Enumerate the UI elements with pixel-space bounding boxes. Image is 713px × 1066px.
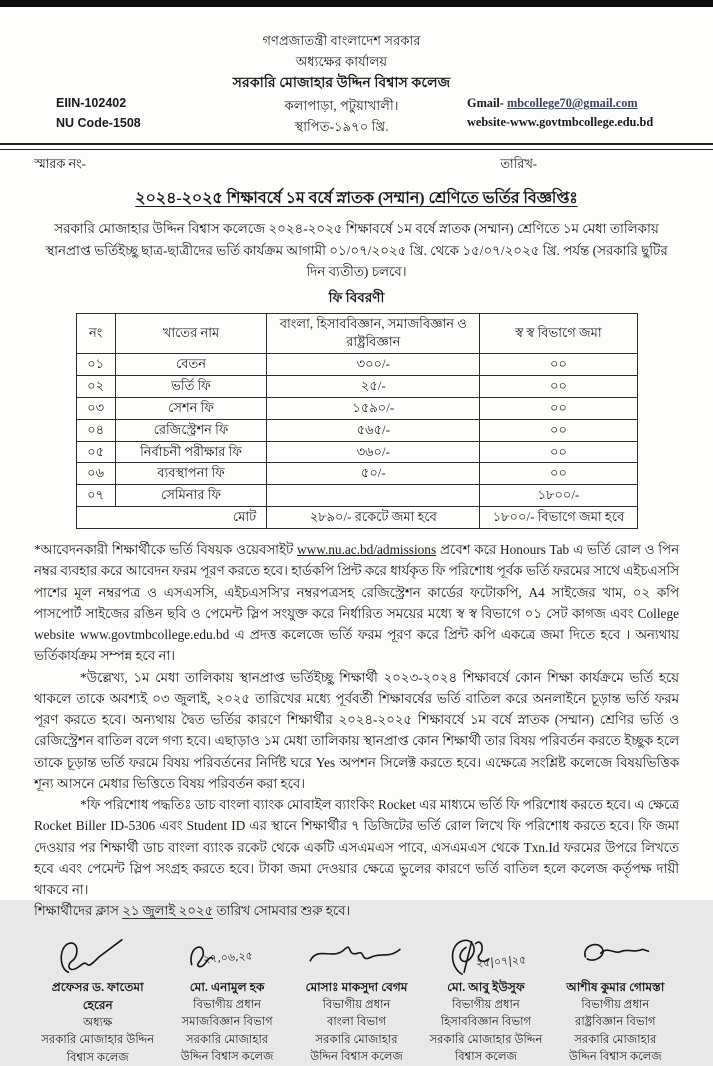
cell-amount: ৩৬০/- — [267, 441, 480, 463]
gmail-label: Gmail- — [467, 96, 504, 111]
signatory-role: বিভাগীয় প্রধান — [451, 997, 520, 1011]
fee-table — [76, 313, 638, 529]
cell-name: ব্যবস্থাপনা ফি — [115, 463, 266, 485]
memo-number-label: স্মারক নং- — [34, 157, 86, 172]
header-divider — [0, 143, 713, 150]
cell-no: ০৬ — [76, 463, 115, 485]
table-row — [76, 419, 637, 441]
table-row — [76, 397, 637, 419]
table-row — [76, 354, 637, 376]
signatory-name: মো. আবু ইউসুফ — [447, 979, 525, 994]
p1-text-a: *আবেদনকারী শিক্ষার্থীকে ভর্তি বিষয়ক ওয়েবসাইট — [34, 541, 298, 557]
signature-block — [36, 936, 677, 1066]
college-name: সরকারি মোজাহার উদ্দিন বিশ্বাস কলেজ — [232, 75, 451, 92]
cell-dept: ০০ — [480, 463, 637, 485]
date-label: তারিখ- — [500, 157, 537, 172]
signatory-org2: উদ্দিন বিশ্বাস কলেজ — [180, 1050, 274, 1064]
signatory-org2: বিশ্বাস কলেজ — [454, 1050, 517, 1064]
total-label: মোট — [76, 507, 267, 529]
gmail-link[interactable]: mbcollege70@gmail.com — [506, 96, 638, 111]
cell-name: বেতন — [115, 354, 266, 376]
paragraph-payment: *ফি পরিশোধ পদ্ধতিঃ ডাচ বাংলা ব্যাংক মোবাইল ব্যাংকিং Rocket এর মাধ্যমে ভর্তি ফি পরিশোধ করতে হবে। এ ক্ষেত্রে Rocket Biller ID-5306 এবং Student ID এর স্থানে শিক্ষার্থীর ৭ ডিজিটের ভর্তি রোল লিখে ফি পরিশোধ করতে হবে। ফি জমা দেওয়ার পর শিক্ষার্থী ডাচ বাংলা ব্যাংক রকেট থেকে একটি এসএমএস পাবে, এসএমএস থেকে Txn.Id ফরমের উপরে লিখতে হবে এবং পেমেন্ট স্লিপ সংগ্রহ করতে হবে। টাকা জমা দেওয়ার ক্ষেত্রে ভুলের কারণে ভর্তি বাতিল হলে কলেজ কর্তৃপক্ষ দায়ী থাকবে না। — [34, 797, 679, 898]
class-start-line — [34, 900, 679, 921]
memo-date-row — [34, 155, 679, 176]
signatory-org: সরকারি মোজাহার — [315, 1032, 398, 1046]
table-total-row — [76, 507, 637, 529]
signature-bangla — [295, 936, 418, 1066]
signatory-org: সরকারি মোজাহার — [574, 1032, 657, 1046]
fee-table-title: ফি বিবরণী — [328, 289, 385, 305]
signatory-name: মোসাঃ মাকসুদা বেগম — [305, 979, 408, 994]
col-header-name: খাতের নাম — [115, 313, 266, 354]
class-line-post: তারিখ সোমবার শুরু হবে। — [213, 903, 351, 919]
signature-political-science — [554, 936, 677, 1066]
nu-code: NU Code-1508 — [56, 115, 141, 130]
letterhead-contacts — [467, 94, 679, 137]
signatory-org: সরকারি মোজাহার উদ্দিন — [429, 1032, 543, 1046]
signature-squiggle — [302, 936, 412, 978]
scan-edge-artifact — [0, 0, 713, 7]
office-line: অধ্যক্ষের কার্যালয় — [295, 54, 388, 70]
letterhead — [34, 30, 679, 137]
cell-amount — [267, 485, 480, 507]
signatory-role: বিভাগীয় প্রধান — [322, 997, 391, 1011]
cell-no: ০৫ — [76, 441, 115, 463]
signature-social-science — [165, 936, 288, 1066]
cell-amount: ৩০০/- — [267, 354, 480, 376]
total-amount: ২৮৯০/- রকেটে জমা হবে — [267, 507, 480, 529]
cell-name: রেজিস্ট্রেশন ফি — [115, 419, 266, 441]
cell-name: ভর্তি ফি — [115, 376, 266, 398]
class-start-date: ২১ জুলাই ২০২৫ — [122, 903, 214, 919]
table-row — [76, 463, 637, 485]
handwritten-date: ২৫|০৭|২৫ — [475, 953, 527, 970]
cell-dept: ০০ — [480, 354, 637, 376]
cell-dept: ১৮০০/- — [480, 485, 637, 507]
table-row — [76, 441, 637, 463]
cell-no: ০৩ — [76, 397, 115, 419]
cell-amount: ৫৬৫/- — [267, 419, 480, 441]
cell-amount: ২৫/- — [267, 376, 480, 398]
letterhead-codes — [34, 94, 216, 137]
signatory-role: বিভাগীয় প্রধান — [193, 997, 262, 1011]
signatory-name: মো. এনামুল হক — [189, 979, 265, 994]
cell-no: ০১ — [76, 354, 115, 376]
paragraph-application — [34, 539, 679, 667]
signatory-org: সরকারি মোজাহার উদ্দিন — [41, 1033, 155, 1047]
total-dept: ১৮০০/- বিভাগে জমা হবে — [480, 507, 637, 529]
col-header-no: নং — [76, 313, 115, 354]
col-header-amount: বাংলা, হিসাববিজ্ঞান, সমাজবিজ্ঞান ও রাষ্ট্রবিজ্ঞান — [267, 313, 480, 354]
signatory-dept: সমাজবিজ্ঞান বিভাগ — [181, 1015, 273, 1029]
signature-squiggle — [570, 936, 660, 978]
col-header-dept: স্ব স্ব বিভাগে জমা — [480, 313, 637, 354]
nu-admissions-link[interactable]: www.nu.ac.bd/admissions — [297, 541, 437, 557]
signatory-org2: বিশ্বাস কলেজ — [66, 1050, 129, 1064]
cell-dept: ০০ — [480, 376, 637, 398]
intro-paragraph: সরকারি মোজাহার উদ্দিন বিশ্বাস কলেজে ২০২৪-২০২৫ শিক্ষাবর্ষে ১ম বর্ষে স্নাতক (সম্মান) শ্রেণিতে ১ম মেধা তালিকায় স্থানপ্রাপ্ত ভর্তিইচ্ছু ছাত্র-ছাত্রীদের ভর্তি কার্যক্রম আগামী ০১/০৭/২০২৫ খ্রি. থেকে ১৫/০৭/২০২৫ খ্রি. পর্যন্ত (সরকারি ছুটির দিন ব্যতীত) চলবে। — [45, 221, 668, 280]
signatory-org: সরকারি মোজাহার — [186, 1032, 269, 1046]
signatory-name: আশীষ কুমার গোমস্তা — [566, 979, 665, 994]
p1-text-b: প্রবেশ করে Honours Tab এ ভর্তি রোল ও পিন নম্বর ব্যবহার করে আবেদন ফরম পূরণ করতে হবে। হার্ডকপি প্রিন্ট করে ধার্যকৃত ফি পরিশোধ পূর্বক ভর্তি ফরমের সাথে এইচএসসি পাশের মূল নম্বরপত্র ও এসএসসি, এইচএসসি'র নম্বরপত্রসহ রেজিস্ট্রেশন কার্ডের ফটোকপি, A4 সাইজের খাম, ০২ কপি পাসপোর্ট সাইজের রঙিন ছবি ও পেমেন্ট স্লিপ সংযুক্ত করে নির্ধারিত সময়ের মধ্যে স্ব স্ব বিভাগে ০১ সেট কাগজ এবং College website www.govtmbcollege.edu.bd এ প্রদত্ত কলেজে ভর্তি ফরম পূরণ করে প্রিন্ট কপি একত্রে জমা দিতে হবে । অন্যথায় ভর্তিকার্যক্রম সম্পন্ন হবে না। — [34, 541, 680, 664]
cell-name: নির্বাচনী পরীক্ষার ফি — [115, 441, 266, 463]
signature-accounting — [424, 936, 547, 1066]
cell-no: ০২ — [76, 376, 115, 398]
government-line: গণপ্রজাতন্ত্রী বাংলাদেশ সরকার — [262, 33, 421, 48]
cell-no: ০৭ — [76, 485, 115, 507]
signature-principal — [36, 936, 159, 1066]
table-row — [76, 376, 637, 398]
notice-title: ২০২৪-২০২৫ শিক্ষাবর্ষে ১ম বর্ষে স্নাতক (সম্মান) শ্রেণিতে ভর্তির বিজ্ঞপ্তিঃ — [135, 190, 578, 208]
cell-dept: ০০ — [480, 419, 637, 441]
signatory-org2: উদ্দিন বিশ্বাস কলেজ — [568, 1050, 662, 1064]
cell-dept: ০০ — [480, 397, 637, 419]
fee-table-header-row — [76, 313, 637, 354]
signatory-dept: রাষ্ট্রবিজ্ঞান বিভাগ — [575, 1015, 656, 1029]
cell-dept: ০০ — [480, 441, 637, 463]
cell-name: সেমিনার ফি — [115, 485, 266, 507]
website-line[interactable]: website-www.govtmbcollege.edu.bd — [467, 114, 654, 129]
paragraph-cancellation: *উল্লেখ্য, ১ম মেধা তালিকায় স্থানপ্রাপ্ত ভর্তিইচ্ছু শিক্ষার্থী ২০২৩-২০২৪ শিক্ষাবর্ষে কোন শিক্ষা কার্যক্রমে ভর্তি হয়ে থাকলে তাকে অবশ্যই ০৩ জুলাই, ২০২৫ তারিখের মধ্যে পূর্ববর্তী শিক্ষাবর্ষের ভর্তি বাতিল করে অনলাইনে চূড়ান্ত ভর্তি ফরম পূরণ করতে হবে। অন্যথায় দ্বৈত ভর্তির কারণে শিক্ষার্থীর ২০২৪-২০২৫ শিক্ষাবর্ষে ১ম বর্ষে স্নাতক (সম্মান) শ্রেণির ভর্তি ও রেজিস্ট্রেশন বাতিল বলে গণ্য হবে। এছাড়াও ১ম মেধা তালিকায় স্থানপ্রাপ্ত কোন শিক্ষার্থী তার বিষয় পরিবর্তন করতে ইচ্ছুক হলে তাকে চূড়ান্ত ভর্তি ফরমে বিষয় পরিবর্তনের নির্দিষ্ট ঘরে Yes অপশন সিলেক্ট করতে হবে। এক্ষেত্রে সংশ্লিষ্ট কলেজে বিষয়ভিত্তিক শূন্য আসনে মেধার ভিত্তিতে বিষয় পরিবর্তন করা হবে। — [34, 669, 679, 791]
signatory-role: অধ্যক্ষ — [83, 1016, 113, 1030]
signatory-org2: উদ্দিন বিশ্বাস কলেজ — [310, 1050, 403, 1064]
cell-amount: ১৫৯০/- — [267, 397, 480, 419]
gmail-line — [467, 94, 679, 112]
class-line-pre: শিক্ষার্থীদের ক্লাস — [34, 903, 123, 919]
signature-squiggle — [53, 936, 143, 978]
cell-amount: ৫০/- — [267, 463, 480, 485]
signatory-role: বিভাগীয় প্রধান — [581, 997, 650, 1011]
cell-name: সেশন ফি — [115, 397, 266, 419]
table-row — [76, 485, 637, 507]
cell-no: ০৪ — [76, 419, 115, 441]
letterhead-center — [216, 30, 467, 137]
signatory-dept: হিসাববিজ্ঞান বিভাগ — [440, 1015, 532, 1029]
signatory-dept: বাংলা বিভাগ — [326, 1015, 387, 1029]
handwritten-date: ২৭,০৬,২৫ — [202, 949, 254, 966]
established-line: স্থাপিত-১৯৭০ খ্রি. — [294, 119, 389, 135]
signatory-name: প্রফেসর ড. ফাতেমা হেরেন — [51, 979, 144, 1012]
eiin-code: EIIN-102402 — [56, 96, 127, 111]
college-address: কলাপাড়া, পটুয়াখালী। — [284, 97, 399, 113]
